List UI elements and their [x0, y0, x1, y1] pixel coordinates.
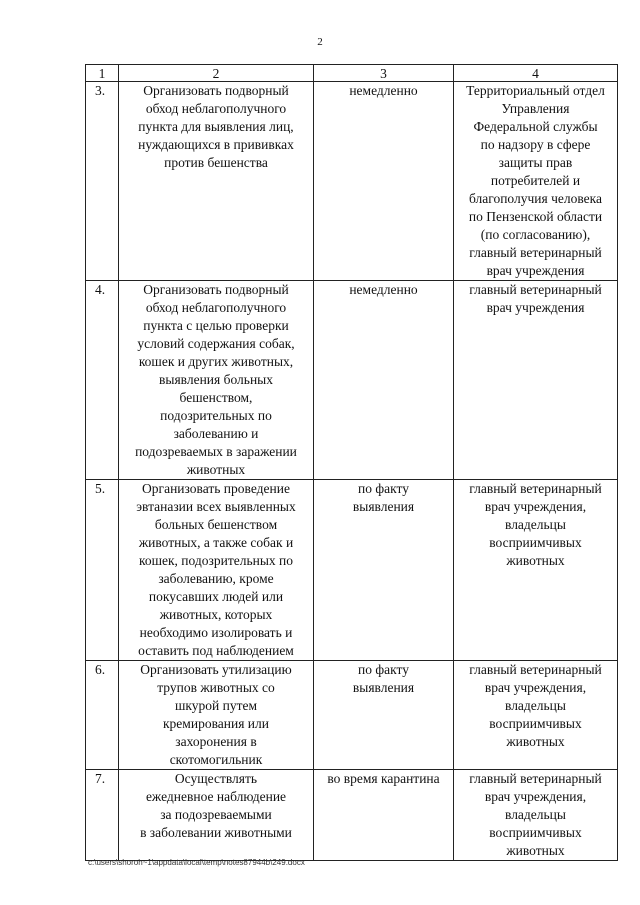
action-text: Организовать проведение эвтаназии всех выявленных больных бешенством животных, а также собак и кошек, подозрительных по заболеванию, кроме покусавших людей или животных, которых необходимо изолировать и оставить под наблюдением [136, 481, 296, 658]
responsible-text: главный ветеринарный врач учреждения, владельцы восприимчивых животных [469, 481, 602, 568]
action-text: Осуществлять ежедневное наблюдение за подозреваемыми в заболевании животными [140, 771, 292, 840]
responsible-text: главный ветеринарный врач учреждения, владельцы восприимчивых животных [469, 662, 602, 749]
row-action [119, 281, 314, 480]
header-col-2: 2 [119, 65, 314, 82]
row-action [119, 82, 314, 281]
responsible-text: главный ветеринарный врач учреждения [469, 282, 602, 315]
measures-table [85, 64, 618, 861]
row-term [314, 281, 454, 480]
row-responsible [454, 480, 618, 661]
action-text: Организовать подворный обход неблагополучного пункта с целью проверки условий содержания собак, кошек и других животных, выявления больных бешенством, подозрительных по заболеванию и подозреваемых в заражении животных [135, 282, 297, 477]
row-action [119, 661, 314, 770]
row-number: 3. [86, 82, 119, 281]
row-action [119, 770, 314, 861]
row-responsible [454, 281, 618, 480]
row-number: 6. [86, 661, 119, 770]
header-col-3: 3 [314, 65, 454, 82]
row-responsible [454, 661, 618, 770]
term-text: немедленно [349, 282, 418, 297]
term-text: по факту выявления [352, 481, 415, 514]
row-number: 5. [86, 480, 119, 661]
table-row [86, 770, 618, 861]
term-text: во время карантина [327, 771, 440, 786]
header-col-1: 1 [86, 65, 119, 82]
action-text: Организовать утилизацию трупов животных со шкурой путем кремирования или захоронения в скотомогильник [140, 662, 292, 767]
row-term [314, 480, 454, 661]
table-header-row [86, 65, 618, 82]
row-responsible [454, 770, 618, 861]
table-row [86, 82, 618, 281]
row-action [119, 480, 314, 661]
row-number: 4. [86, 281, 119, 480]
responsible-text: главный ветеринарный врач учреждения, владельцы восприимчивых животных [469, 771, 602, 858]
action-text: Организовать подворный обход неблагополучного пункта для выявления лиц, нуждающихся в прививках против бешенства [138, 83, 294, 170]
header-col-4: 4 [454, 65, 618, 82]
row-term [314, 82, 454, 281]
footer-file-path: c:\users\shoroh~1\appdata\local\temp\notes87944b\249.docx [88, 858, 305, 867]
row-term [314, 661, 454, 770]
term-text: по факту выявления [352, 662, 415, 695]
table-row [86, 480, 618, 661]
term-text: немедленно [349, 83, 418, 98]
table-row [86, 281, 618, 480]
page-number: 2 [317, 36, 323, 48]
row-term [314, 770, 454, 861]
row-number: 7. [86, 770, 119, 861]
row-responsible [454, 82, 618, 281]
table-row [86, 661, 618, 770]
responsible-text: Территориальный отдел Управления Федеральной службы по надзору в сфере защиты прав потребителей и благополучия человека по Пензенской области (по согласованию), главный ветеринарный врач учреждения [466, 83, 605, 278]
